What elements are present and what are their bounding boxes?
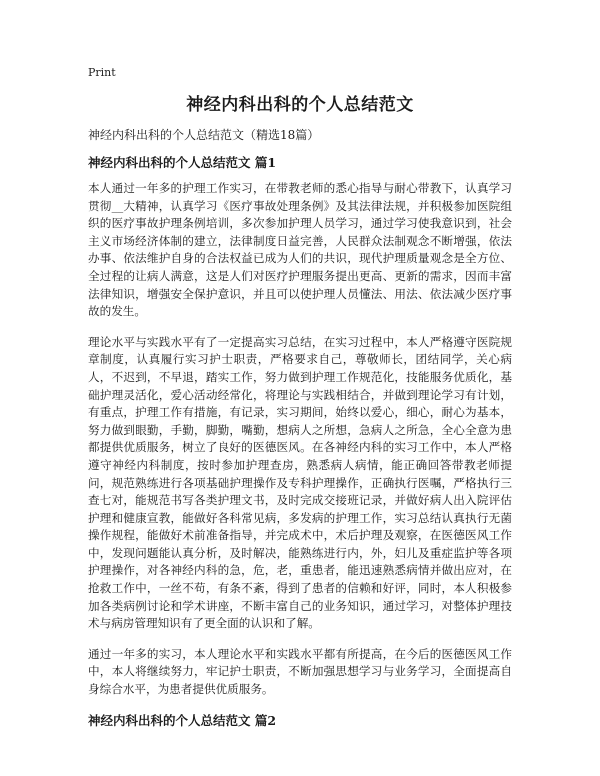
print-label: Print [88, 66, 116, 79]
section-heading-2: 神经内科出科的个人总结范文 篇2 [88, 712, 277, 728]
document-title: 神经内科出科的个人总结范文 [186, 95, 414, 115]
section-1-paragraph-3: 通过一年多的实习，本人理论水平和实践水平都有所提高，在今后的医德医风工作中，本人将继续努力，牢记护士职责，不断加强思想学习与业务学习，全面提高自身综合水平，为患者提供优质服务。 [88, 646, 512, 697]
section-heading-1: 神经内科出科的个人总结范文 篇1 [88, 155, 277, 170]
document-subtitle: 神经内科出科的个人总结范文（精选18篇） [88, 128, 320, 142]
section-1-paragraph-1: 本人通过一年多的护理工作实习，在带教老师的悉心指导与耐心带教下，认真学习贯彻__大精神，认真学习《医疗事故处理条例》及其法律法规，并积极参加医院组织的医疗事故护理条例培训，多次参加护理人员学习，通过学习使我意识到，社会主义市场经济体制的建立，法律制度日益完善，人民群众法制观念不断增强，依法办事、依法维护自身的合法权益已成为人们的共识，现代护理质量观念是全方位、全过程的让病人满意，这是人们对医疗护理服务提出更高、更新的需求，因而丰富法律知识，增强安全保护意识，并且可以使护理人员懂法、用法、依法减少医疗事故的发生。 [88, 181, 512, 319]
section-1-paragraph-2: 理论水平与实践水平有了一定提高实习总结，在实习过程中，本人严格遵守医院规章制度，认真履行实习护士职责，严格要求自己，尊敬师长，团结同学，关心病人，不迟到，不早退，踏实工作，努力做到护理工作规范化，技能服务优质化，基础护理灵活化，爱心活动经常化，将理论与实践相结合，并做到理论学习有计划，有重点，护理工作有措施，有记录，实习期间，始终以爱心，细心，耐心为基本，努力做到眼勤，手勤，脚勤，嘴勤，想病人之所想，急病人之所急，全心全意为患都提供优质服务，树立了良好的医德医风。在各神经内科的实习工作中，本人严格遵守神经内科制度，按时参加护理查房，熟悉病人病情，能正确回答带教老师提问，规范熟练进行各项基础护理操作及专科护理操作，正确执行医嘱，严格执行三查七对，能规范书写各类护理文书，及时完成交接班记录，并做好病人出入院评估护理和健康宣教，能做好各科常见病，多发病的护理工作，实习总结认真执行无菌操作规程，能做好术前准备指导，并完成术中，术后护理及观察，在医德医风工作中，发现问题能认真分析，及时解决，能熟练进行内，外，妇儿及重症监护等各项护理操作，对各神经内科的急，危，老，重患者，能迅速熟悉病情并做出应对，在抢救工作中，一丝不苟，有条不紊，得到了患者的信赖和好评，同时，本人积极参加各类病例讨论和学术讲座，不断丰富自己的业务知识，通过学习，对整体护理技术与病房管理知识有了更全面的认识和了解。 [88, 334, 512, 631]
